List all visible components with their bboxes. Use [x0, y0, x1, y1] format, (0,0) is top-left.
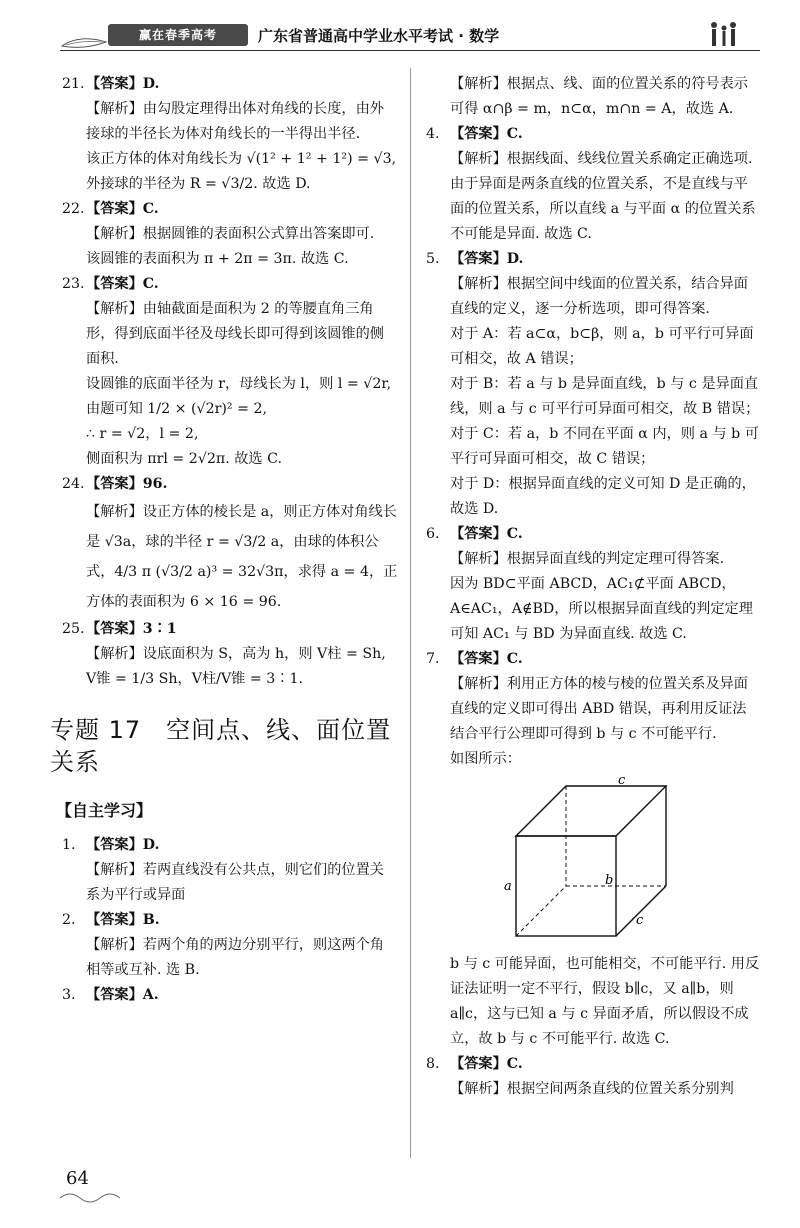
item-number: 22.	[62, 201, 85, 217]
explanation-line: 设圆锥的底面半径为 r，母线长为 l，则 l = √2r,	[86, 376, 392, 392]
label-a: a	[504, 879, 512, 894]
explanation-line: 【解析】由勾股定理得出体对角线的长度，由外接球的半径长为体对角线长的一半得出半径.	[86, 101, 384, 142]
explanation-line: 该正方体的体对角线长为 √(1² + 1² + 1²) = √3,	[86, 151, 397, 167]
explanation-line: 对于 C：若 a，b 不同在平面 α 内，则 a 与 b 可平行可异面可相交，故 C 错误；	[450, 426, 759, 467]
book-title: 广东省普通高中学业水平考试 · 数学	[258, 27, 500, 45]
explanation-line: V锥 = 1/3 Sh，V柱/V锥 = 3∶1.	[86, 671, 304, 687]
item-number: 4.	[426, 126, 440, 142]
explanation-line: b 与 c 可能异面，也可能相交，不可能平行. 用反证法证明一定不平行，假设 b∥c，又 a∥b，则 a∥c，这与已知 a 与 c 异面矛盾，所以假设不成立，故 b 与 c 不可能平行. 故选 C.	[450, 956, 760, 1047]
answer-text: 【答案】D.	[86, 76, 160, 92]
explanation-line: 【解析】设底面积为 S，高为 h，则 V柱 = Sh,	[86, 646, 386, 662]
cube-hidden-diagonal	[516, 886, 566, 936]
explanation-line: 侧面积为 πrl = 2√2π. 故选 C.	[86, 451, 282, 467]
people-silhouette-icon	[706, 20, 740, 50]
answer-item-s1	[62, 833, 398, 908]
answer-text: 【答案】96.	[86, 476, 168, 492]
cube-top-face	[516, 786, 666, 836]
item-number: 23.	[62, 276, 85, 292]
explanation-line: 【解析】根据空间两条直线的位置关系分别判	[450, 1081, 734, 1097]
section-title: 专题 17 空间点、线、面位置关系	[50, 716, 392, 776]
cube-bottom-right-edge	[616, 886, 666, 936]
explanation-line: 该圆锥的表面积为 π + 2π = 3π. 故选 C.	[86, 251, 349, 267]
explanation-line: 【解析】根据点、线、面的位置关系的符号表示可得 α∩β = m，n⊂α，m∩n = A，故选 A.	[450, 76, 748, 117]
answer-item-s3-cont	[426, 72, 760, 122]
explanation-line: 对于 D：根据异面直线的定义可知 D 是正确的，故选 D.	[450, 476, 756, 517]
explanation-line: 【解析】若两个角的两边分别平行，则这两个角相等或互补. 选 B.	[86, 937, 384, 978]
answer-item-s6	[426, 522, 760, 647]
label-b: b	[605, 873, 614, 888]
answer-text: 【答案】A.	[86, 987, 159, 1003]
brand-badge: 赢在春季高考	[108, 24, 248, 46]
explanation-line: 对于 A：若 a⊂α，b⊂β，则 a，b 可平行可异面可相交，故 A 错误；	[450, 326, 754, 367]
explanation-line: 外接球的半径为 R = √3/2. 故选 D.	[86, 176, 311, 192]
page-header	[60, 18, 760, 54]
explanation-line: 【解析】根据异面直线的判定定理可得答案.	[450, 551, 725, 567]
item-number: 8.	[426, 1056, 440, 1072]
item-number: 21.	[62, 76, 85, 92]
explanation-line: ∴ r = √2，l = 2,	[86, 426, 199, 442]
answer-item-s2	[62, 908, 398, 983]
left-column	[50, 72, 398, 1008]
item-number: 5.	[426, 251, 440, 267]
answer-text: 【答案】D.	[450, 251, 524, 267]
item-number: 1.	[62, 837, 76, 853]
answer-text: 【答案】C.	[86, 276, 159, 292]
explanation-line: 【解析】若两直线没有公共点，则它们的位置关系为平行或异面	[86, 862, 384, 903]
cube-figure	[486, 776, 676, 946]
answer-item-25	[62, 617, 398, 692]
right-column	[426, 72, 760, 1102]
answer-item-23	[62, 272, 398, 472]
sub-title: 【自主学习】	[56, 801, 153, 820]
answer-item-s4	[426, 122, 760, 247]
answer-text: 【答案】B.	[86, 912, 160, 928]
item-number: 25.	[62, 621, 85, 637]
item-number: 3.	[62, 987, 76, 1003]
answer-text: 【答案】C.	[450, 1056, 523, 1072]
explanation-line: 因为 BD⊂平面 ABCD，AC₁⊄平面 ABCD，A∈AC₁，A∉BD，所以根据异面直线的判定定理可知 AC₁ 与 BD 为异面直线. 故选 C.	[450, 576, 753, 642]
item-number: 7.	[426, 651, 440, 667]
column-divider	[410, 68, 411, 1158]
answer-item-s3	[62, 983, 398, 1008]
explanation-line: 【解析】根据圆锥的表面积公式算出答案即可.	[86, 226, 375, 242]
explanation-line: 【解析】设正方体的棱长是 a，则正方体对角线长是 √3a，球的半径 r = √3/2 a，由球的体积公式，4/3 π (√3/2 a)³ = 32√3π，求得 a = 4，正方体的表面积为 6 × 16 = 96.	[86, 504, 398, 610]
explanation-line: 【解析】利用正方体的棱与棱的位置关系及异面直线的定义即可得出 ABD 错误，再利用反证法结合平行公理即可得到 b 与 c 不可能平行.	[450, 676, 748, 742]
explanation-line: 由于异面是两条直线的位置关系，不是直线与平面的位置关系，所以直线 a 与平面 α 的位置关系不可能是异面. 故选 C.	[450, 176, 756, 242]
answer-text: 【答案】3∶1	[86, 621, 177, 637]
answer-item-s7	[426, 647, 760, 1052]
label-c-top: c	[618, 776, 626, 788]
header-rule	[60, 50, 760, 51]
answer-text: 【答案】C.	[450, 651, 523, 667]
explanation-line: 如图所示：	[450, 751, 521, 767]
answer-text: 【答案】C.	[450, 526, 523, 542]
explanation-line: 【解析】由轴截面是面积为 2 的等腰直角三角形，得到底面半径及母线长即可得到该圆锥的侧面积.	[86, 301, 384, 367]
answer-item-s5	[426, 247, 760, 522]
explanation-line: 对于 B：若 a 与 b 是异面直线，b 与 c 是异面直线，则 a 与 c 可平行可异面可相交，故 B 错误；	[450, 376, 760, 417]
footer-swirl-icon	[58, 1190, 128, 1206]
explanation-line: 由题可知 1/2 × (√2r)² = 2,	[86, 401, 268, 417]
page-number: 64	[66, 1168, 89, 1189]
answer-item-24	[62, 472, 398, 617]
item-number: 6.	[426, 526, 440, 542]
item-number: 24.	[62, 476, 85, 492]
leaf-decoration-icon	[60, 32, 110, 52]
answer-text: 【答案】D.	[86, 837, 160, 853]
answer-text: 【答案】C.	[86, 201, 159, 217]
answer-item-22	[62, 197, 398, 272]
explanation-line: 【解析】根据空间中线面的位置关系，结合异面直线的定义，逐一分析选项，即可得答案.	[450, 276, 748, 317]
answer-item-21	[62, 72, 398, 197]
answer-text: 【答案】C.	[450, 126, 523, 142]
label-c-bottom: c	[636, 913, 644, 928]
item-number: 2.	[62, 912, 76, 928]
answer-item-s8	[426, 1052, 760, 1102]
explanation-line: 【解析】根据线面、线线位置关系确定正确选项.	[450, 151, 753, 167]
